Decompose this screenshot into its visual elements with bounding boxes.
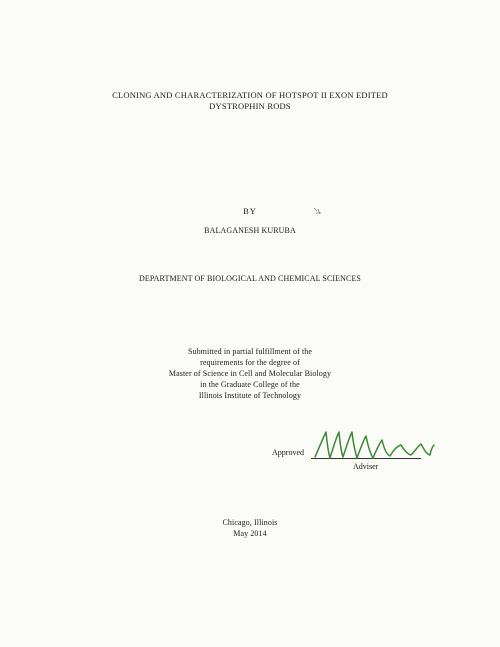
by-label: BY [243,206,257,216]
approved-label: Approved [272,448,304,457]
submission-line-3: Master of Science in Cell and Molecular Biology [168,369,332,378]
submission-date: May 2014 [233,529,267,538]
scan-speck-mark [312,205,324,217]
submission-line-2: requirements for the degree of [200,358,300,367]
submission-line-1: Submitted in partial fulfillment of the [187,347,313,356]
location: Chicago, Illinois [222,518,278,527]
author-name: BALAGANESH KURUBA [204,226,296,235]
submission-line-4: in the Graduate College of the [200,380,300,389]
department-name: DEPARTMENT OF BIOLOGICAL AND CHEMICAL SCIENCES [139,274,361,283]
adviser-label: Adviser [353,462,379,471]
submission-line-5: Illinois Institute of Technology [198,391,302,400]
thesis-title-line-2: DYSTROPHIN RODS [209,101,291,111]
adviser-signature [313,426,438,464]
thesis-title-line-1: CLONING AND CHARACTERIZATION OF HOTSPOT II EXON EDITED [112,90,388,100]
